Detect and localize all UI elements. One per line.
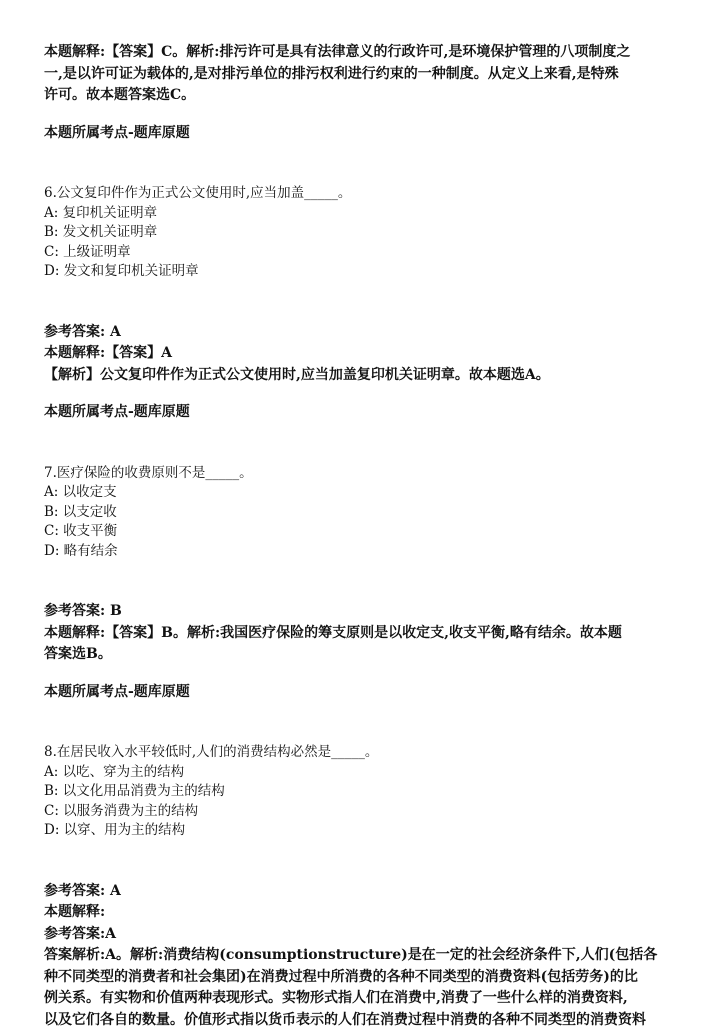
q5-explain-line: 许可。故本题答案选C。 (44, 85, 676, 107)
q7-option-a: A: 以收定支 (44, 483, 676, 503)
q7-explain-line: 答案选B。 (44, 644, 676, 666)
q6-answer: 参考答案: A (44, 322, 676, 344)
q7-option-b: B: 以支定收 (44, 503, 676, 523)
q8-option-d: D: 以穿、用为主的结构 (44, 821, 676, 841)
q7-answer-block (44, 601, 676, 666)
q7-explain-line: 本题解释:【答案】B。解析:我国医疗保险的筹支原则是以收定支,收支平衡,略有结余。故本题 (44, 623, 676, 645)
q5-explain-line: 本题解释:【答案】C。解析:排污许可是具有法律意义的行政许可,是环境保护管理的八项制度之 (44, 42, 676, 64)
q8-explain-line: 以及它们各自的数量。价值形式指以货币表示的人们在消费过程中消费的各种不同类型的消费资料 (44, 1010, 676, 1031)
q8-explain-line: 种不同类型的消费者和社会集团)在消费过程中所消费的各种不同类型的消费资料(包括劳务)的比 (44, 967, 676, 989)
q8-explain-label: 本题解释: (44, 902, 676, 924)
q6-stem: 6.公文复印件作为正式公文使用时,应当加盖_____。 (44, 184, 676, 204)
q6-answer-block (44, 322, 676, 387)
q6-option-a: A: 复印机关证明章 (44, 204, 676, 224)
q8-option-c: C: 以服务消费为主的结构 (44, 802, 676, 822)
q7-stem: 7.医疗保险的收费原则不是_____。 (44, 464, 676, 484)
q5-explanation (44, 42, 676, 107)
q6-source: 本题所属考点-题库原题 (44, 402, 676, 424)
q8-answer-repeat: 参考答案:A (44, 924, 676, 946)
q8-explain-line: 例关系。有实物和价值两种表现形式。实物形式指人们在消费中,消费了一些什么样的消费资料, (44, 988, 676, 1010)
q7-option-d: D: 略有结余 (44, 542, 676, 562)
q6-option-b: B: 发文机关证明章 (44, 223, 676, 243)
q8-question (44, 743, 676, 841)
q6-option-d: D: 发文和复印机关证明章 (44, 262, 676, 282)
q8-answer-block (44, 881, 676, 1031)
q8-explain-line: 答案解析:A。解析:消费结构(consumptionstructure)是在一定的社会经济条件下,人们(包括各 (44, 945, 676, 967)
q8-option-b: B: 以文化用品消费为主的结构 (44, 782, 676, 802)
document-page (44, 42, 676, 1031)
q6-analysis: 【解析】公文复印件作为正式公文使用时,应当加盖复印机关证明章。故本题选A。 (44, 365, 676, 387)
q7-source: 本题所属考点-题库原题 (44, 682, 676, 704)
q6-question (44, 184, 676, 282)
q7-question (44, 464, 676, 562)
q6-explain-label: 本题解释:【答案】A (44, 343, 676, 365)
q5-explain-line: 一,是以许可证为载体的,是对排污单位的排污权利进行约束的一种制度。从定义上来看,是特殊 (44, 64, 676, 86)
q7-option-c: C: 收支平衡 (44, 522, 676, 542)
q8-stem: 8.在居民收入水平较低时,人们的消费结构必然是_____。 (44, 743, 676, 763)
q5-source: 本题所属考点-题库原题 (44, 123, 676, 145)
q6-option-c: C: 上级证明章 (44, 243, 676, 263)
q7-answer: 参考答案: B (44, 601, 676, 623)
q8-answer: 参考答案: A (44, 881, 676, 903)
q8-option-a: A: 以吃、穿为主的结构 (44, 763, 676, 783)
